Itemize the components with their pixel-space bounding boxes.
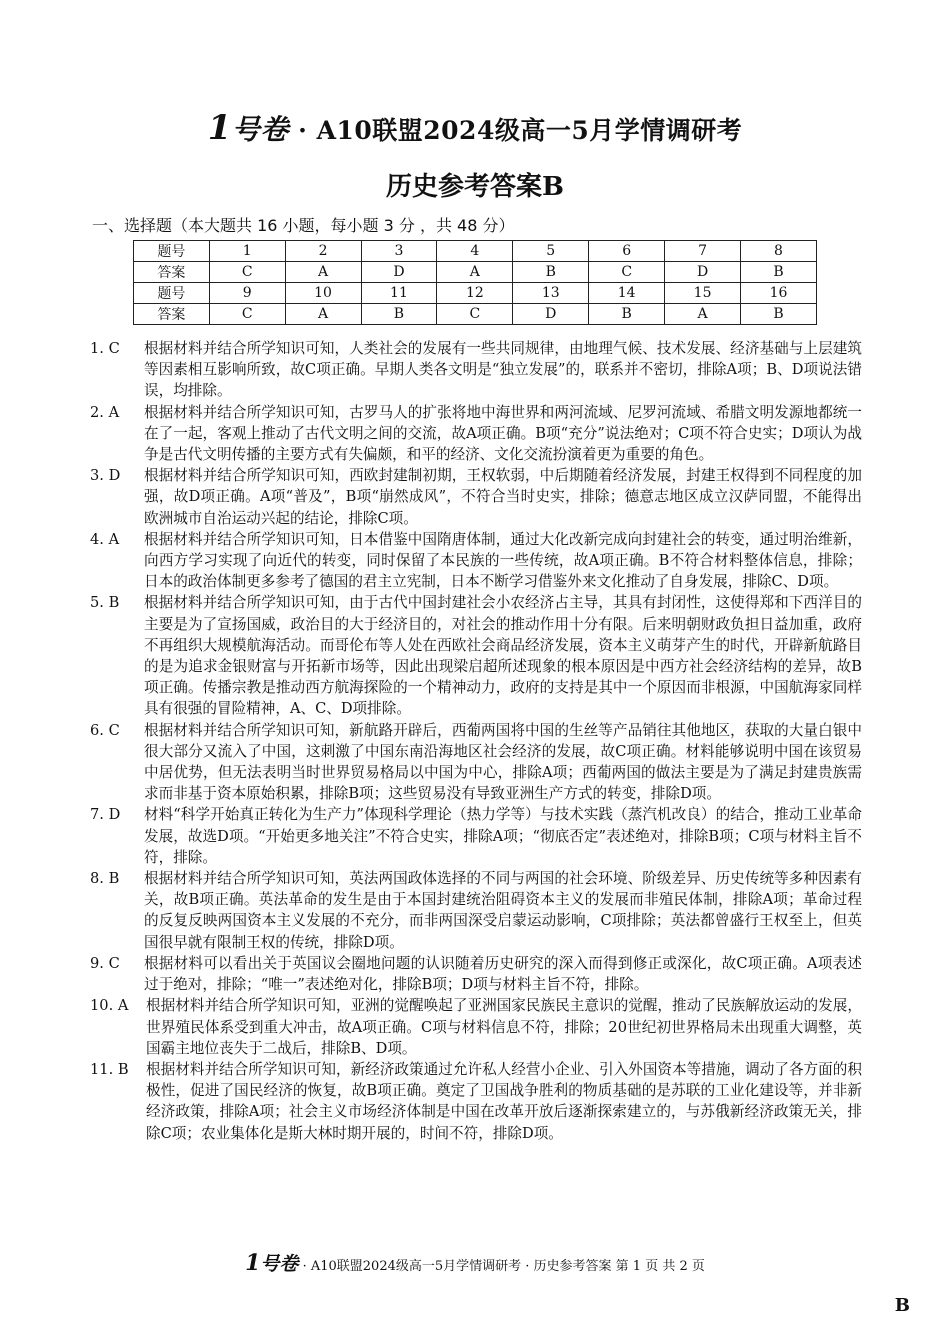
- question-number: 3: [361, 241, 437, 262]
- item-number: 7. D: [90, 806, 121, 824]
- list-item: [90, 953, 862, 995]
- question-number: 8: [741, 241, 817, 262]
- question-number: 15: [665, 283, 741, 304]
- item-text: 根据材料可以看出关于英国议会圈地问题的认识随着历史研究的深入而得到修正或深化，故C项正确。A项表述过于绝对，排除；“唯一”表述绝对化，排除B项；D项与材料主旨不符，排除。: [144, 954, 862, 994]
- brand-logo: 1号卷: [245, 1250, 299, 1276]
- list-item: [90, 720, 862, 805]
- answer-cell: A: [665, 304, 741, 325]
- item-text: 根据材料并结合所学知识可知，英法两国政体选择的不同与两国的社会环境、阶级差异、历史传统等多种因素有关，故B项正确。英法革命的发生是由于本国封建统治阻碍资本主义的发展而非殖民体制，排除A项；革命过程的反复反映两国资本主义发展的不充分，而非两国深受启蒙运动影响，C项排除；英法都曾盛行王权至上，但英国很早就有限制王权的传统，排除D项。: [144, 870, 862, 951]
- answer-cell: B: [361, 304, 437, 325]
- item-number: 8. B: [90, 870, 120, 888]
- item-text: 根据材料并结合所学知识可知，由于古代中国封建社会小农经济占主导，其具有封闭性，这使得郑和下西洋目的主要是为了宣扬国威，政治目的大于经济目的，对社会的推动作用十分有限。后来明朝财政负担日益加重，政府不再组织大规模航海活动。而哥伦布等人处在西欧社会商品经济发展，资本主义萌芽产生的时代，开辟新航路目的是为追求金银财富与开拓新市场等，因此出现梁启超所述现象的根本原因是中西方社会经济结构的差异，故B项正确。传播宗教是推动西方航海探险的一个精神动力，政府的支持是其中一个原因而非根源，中国航海家同样具有很强的冒险精神，A、C、D项排除。: [144, 594, 862, 718]
- answer-cell: D: [665, 262, 741, 283]
- question-number: 16: [741, 283, 817, 304]
- item-number: 10. A: [90, 997, 129, 1015]
- list-item: [90, 1059, 862, 1144]
- list-item: [90, 804, 862, 868]
- question-number: 4: [437, 241, 513, 262]
- item-number: 1. C: [90, 340, 120, 357]
- answer-cell: B: [741, 304, 817, 325]
- version-mark: B: [894, 1295, 910, 1316]
- table-row: [134, 304, 817, 325]
- exam-title: A10联盟2024级高一5月学情调研考: [316, 116, 743, 145]
- list-item: [90, 995, 862, 1059]
- explanation-list: [90, 338, 862, 1144]
- list-item: [90, 868, 862, 953]
- list-item: [90, 338, 862, 402]
- row-label: 答案: [134, 262, 210, 283]
- answer-cell: A: [437, 262, 513, 283]
- answer-cell: A: [285, 262, 361, 283]
- answer-cell: B: [741, 262, 817, 283]
- page-footer: [0, 1249, 950, 1276]
- item-number: 2. A: [90, 403, 120, 421]
- answer-cell: C: [437, 304, 513, 325]
- table-row: [134, 241, 817, 262]
- question-number: 2: [285, 241, 361, 262]
- answer-cell: C: [209, 304, 285, 325]
- question-number: 10: [285, 283, 361, 304]
- section-title: 一、选择题（本大题共 16 小题，每小题 3 分 ，共 48 分）: [92, 216, 515, 235]
- question-number: 14: [589, 283, 665, 304]
- question-number: 7: [665, 241, 741, 262]
- answer-cell: B: [589, 304, 665, 325]
- item-number: 9. C: [90, 954, 120, 972]
- item-number: 6. C: [90, 721, 120, 739]
- item-text: 根据材料并结合所学知识可知，亚洲的觉醒唤起了亚洲国家民族民主意识的觉醒，推动了民族解放运动的发展，世界殖民体系受到重大冲击，故A项正确。C项与材料信息不符，排除；20世纪初世界格局未出现重大调整，英国霸主地位丧失于二战后，排除B、D项。: [146, 997, 862, 1057]
- answer-cell: D: [361, 262, 437, 283]
- list-item: [90, 402, 862, 466]
- question-number: 9: [209, 283, 285, 304]
- question-number: 5: [513, 241, 589, 262]
- answer-cell: B: [513, 262, 589, 283]
- item-text: 材料“科学开始真正转化为生产力”体现科学理论（热力学等）与技术实践（蒸汽机改良）的结合，推动工业革命发展，故选D项。“开始更多地关注”不符合史实，排除A项；“彻底否定”表述绝对，排除B项；C项与材料主旨不符，排除。: [144, 806, 862, 866]
- exam-header: 1号卷 · A10联盟2024级高一5月学情调研考: [207, 108, 743, 148]
- item-text: 根据材料并结合所学知识可知，古罗马人的扩张将地中海世界和两河流域、尼罗河流域、希腊文明发源地都统一在了一起，客观上推动了古代文明之间的交流，故A项正确。B项“充分”说法绝对；C项不符合史实；D项认为战争是古代文明传播的主要方式有失偏颇，和平的经济、文化交流扮演着更为重要的角色。: [144, 403, 862, 464]
- list-item: [90, 592, 862, 719]
- row-label: 题号: [134, 241, 210, 262]
- row-label: 答案: [134, 304, 210, 325]
- footer-text: · A10联盟2024级高一5月学情调研考 · 历史参考答案 第 1 页 共 2 页: [302, 1259, 705, 1274]
- item-number: 3. D: [90, 467, 121, 485]
- question-number: 6: [589, 241, 665, 262]
- table-row: [134, 262, 817, 283]
- question-number: 13: [513, 283, 589, 304]
- list-item: [90, 529, 862, 593]
- question-number: 11: [361, 283, 437, 304]
- item-number: 4. A: [90, 530, 120, 548]
- item-number: 5. B: [90, 594, 120, 612]
- brand-logo: 1号卷: [207, 108, 289, 148]
- answer-cell: D: [513, 304, 589, 325]
- item-number: 11. B: [90, 1060, 129, 1078]
- item-text: 根据材料并结合所学知识可知，日本借鉴中国隋唐体制，通过大化改新完成向封建社会的转变，通过明治维新，向西方学习实现了向近代的转变，同时保留了本民族的一些传统，故A项正确。B不符合材料整体信息，排除；日本的政治体制更多参考了德国的君主立宪制，日本不断学习借鉴外来文化推动了自身发展，排除C、D项。: [144, 530, 862, 591]
- item-text: 根据材料并结合所学知识可知，西欧封建制初期，王权软弱，中后期随着经济发展，封建王权得到不同程度的加强，故D项正确。A项“普及”，B项“崩然成风”，不符合当时史实，排除；德意志地区成立汉萨同盟，不能得出欧洲城市自治运动兴起的结论，排除C项。: [144, 467, 862, 527]
- question-number: 1: [209, 241, 285, 262]
- item-text: 根据材料并结合所学知识可知，新经济政策通过允许私人经营小企业、引入外国资本等措施，调动了各方面的积极性，促进了国民经济的恢复，故B项正确。奠定了卫国战争胜利的物质基础的是苏联的工业化建设等，并非新经济政策，排除A项；社会主义市场经济体制是中国在改革开放后逐渐探索建立的，与苏俄新经济政策无关，排除C项；农业集体化是斯大林时期开展的，时间不符，排除D项。: [146, 1060, 862, 1142]
- list-item: [90, 465, 862, 529]
- answer-cell: A: [285, 304, 361, 325]
- table-row: [134, 283, 817, 304]
- doc-title: 历史参考答案B: [386, 172, 564, 202]
- answer-table: [133, 240, 817, 325]
- question-number: 12: [437, 283, 513, 304]
- item-text: 根据材料并结合所学知识可知，新航路开辟后，西葡两国将中国的生丝等产品销往其他地区，获取的大量白银中很大部分又流入了中国，这刺激了中国东南沿海地区社会经济的发展，故C项正确。材料能够说明中国在该贸易中居优势，但无法表明当时世界贸易格局以中国为中心，排除A项；西葡两国的做法主要是为了满足封建贵族需求而非基于资本原始积累，排除B项；这些贸易没有导致亚洲生产方式的转变，排除D项。: [144, 721, 862, 803]
- answer-cell: C: [589, 262, 665, 283]
- answer-cell: C: [209, 262, 285, 283]
- row-label: 题号: [134, 283, 210, 304]
- item-text: 根据材料并结合所学知识可知，人类社会的发展有一些共同规律，由地理气候、技术发展、经济基础与上层建筑等因素相互影响所致，故C项正确。早期人类各文明是“独立发展”的，联系并不密切，排除A项；B、D项说法错误，均排除。: [144, 340, 862, 400]
